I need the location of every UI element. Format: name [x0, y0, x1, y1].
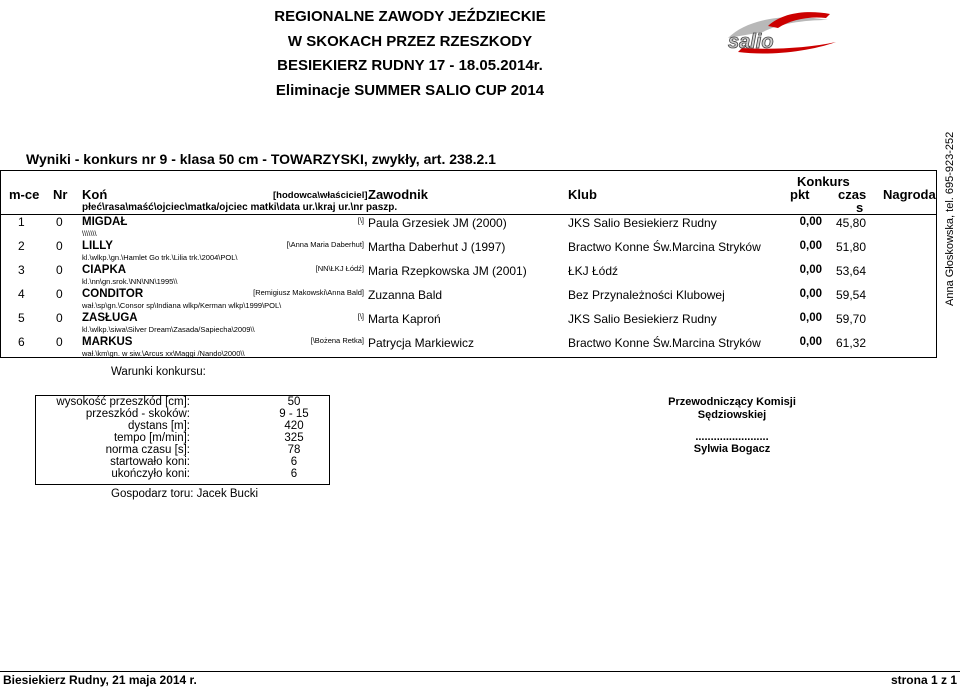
row-1-time: 45,80: [835, 216, 866, 230]
row-4-horse: CONDITOR: [82, 288, 144, 300]
row-6-time: 61,32: [835, 336, 866, 350]
event-title-line-1: REGIONALNE ZAWODY JEŹDZIECKIE: [274, 8, 546, 25]
row-5-club: JKS Salio Besiekierz Rudny: [568, 312, 717, 326]
row-2-time: 51,80: [835, 240, 866, 254]
param-value-distance: 420: [284, 420, 304, 432]
col-header-time-unit: s: [856, 200, 864, 215]
signature-line: ........................: [695, 431, 769, 443]
row-2-club: Bractwo Konne Św.Marcina Stryków: [568, 240, 761, 254]
salio-logo: [708, 8, 840, 60]
header-bottom-border: [0, 214, 937, 215]
row-4-rider: Zuzanna Bald: [368, 288, 443, 302]
param-value-finished: 6: [290, 468, 298, 480]
col-header-nr: Nr: [53, 187, 68, 202]
param-label-distance: dystans [m]:: [128, 420, 190, 432]
row-3-time: 53,64: [835, 264, 866, 278]
footer-date: Biesiekierz Rudny, 21 maja 2014 r.: [3, 673, 197, 687]
param-value-time-norm: 78: [287, 444, 301, 456]
row-1-horse: MIGDAŁ: [82, 216, 128, 228]
row-4-place: 4: [18, 287, 25, 301]
col-header-club: Klub: [568, 187, 597, 202]
event-title-line-4: Eliminacje SUMMER SALIO CUP 2014: [275, 82, 545, 99]
row-3-points: 0,00: [799, 264, 822, 276]
param-label-time-norm: norma czasu [s]:: [105, 444, 190, 456]
param-label-obstacles: przeszkód - skoków:: [85, 408, 190, 420]
row-4-details: wał.\sp\gn.\Consor sp\Indiana wlkp/Kerman wlkp\1999\POL\: [82, 301, 282, 310]
event-title-line-2: W SKOKACH PRZEZ RZESZKODY: [287, 33, 533, 50]
row-6-nr: 0: [56, 335, 63, 349]
row-2-nr: 0: [56, 239, 63, 253]
row-3-club: ŁKJ Łódź: [568, 264, 619, 278]
row-2-place: 2: [18, 239, 25, 253]
course-host: Gospodarz toru: Jacek Bucki: [111, 488, 259, 500]
row-3-nr: 0: [56, 263, 63, 277]
footer-page: strona 1 z 1: [890, 673, 957, 687]
row-1-rider: Paula Grzesiek JM (2000): [368, 216, 507, 230]
row-3-details: kl.\nn\gn.srok.\NN\NN\1995\\: [82, 277, 178, 286]
svg-text:salio: salio: [728, 31, 774, 53]
col-header-prize: Nagroda: [883, 187, 936, 202]
param-label-tempo: tempo [m/min]:: [113, 432, 190, 444]
row-5-time: 59,70: [835, 312, 866, 326]
col-header-points: pkt: [790, 187, 810, 202]
row-1-points: 0,00: [799, 216, 822, 228]
row-1-club: JKS Salio Besiekierz Rudny: [568, 216, 717, 230]
signature-title-1: Przewodniczący Komisji: [668, 396, 796, 408]
row-4-nr: 0: [56, 287, 63, 301]
param-value-height: 50: [287, 396, 301, 408]
row-3-place: 3: [18, 263, 25, 277]
results-subtitle: Wyniki - konkurs nr 9 - klasa 50 cm - TOWARZYSKI, zwykły, art. 238.2.1: [26, 151, 496, 167]
organizer-contact: Anna Głoskowska, tel. 695-923-252: [944, 131, 956, 306]
row-5-horse: ZASŁUGA: [82, 312, 138, 324]
row-1-owner: [\]: [357, 216, 364, 225]
row-1-details: \\\\\\\: [82, 229, 97, 238]
row-1-place: 1: [18, 215, 25, 229]
row-4-time: 59,54: [835, 288, 866, 302]
signature-title-2: Sędziowskiej: [697, 409, 767, 421]
table-top-border: [0, 170, 937, 171]
footer-divider: [0, 671, 960, 672]
row-4-owner: [Remigiusz Makowski\Anna Bald]: [253, 288, 364, 297]
col-header-horse: Koń: [82, 187, 108, 202]
row-2-owner: [\Anna Maria Daberhut]: [286, 240, 364, 249]
row-5-details: kl.\wlkp.\siwa\Silver Dream\Zasada/Sapiecha\2009\\: [82, 325, 255, 334]
param-label-height: wysokość przeszkód [cm]:: [56, 396, 190, 408]
row-1-nr: 0: [56, 215, 63, 229]
row-3-owner: [NN\ŁKJ Łódź]: [315, 264, 364, 273]
row-5-nr: 0: [56, 311, 63, 325]
table-right-border: [936, 170, 937, 358]
row-3-horse: CIAPKA: [82, 264, 127, 276]
table-left-border: [0, 170, 1, 358]
param-value-obstacles: 9 - 15: [279, 408, 309, 420]
event-title-line-3: BESIEKIERZ RUDNY 17 - 18.05.2014r.: [277, 57, 543, 74]
param-value-started: 6: [290, 456, 298, 468]
conditions-title: Warunki konkursu:: [111, 366, 206, 378]
row-4-points: 0,00: [799, 288, 822, 300]
row-6-owner: [\Bożena Retka]: [310, 336, 364, 345]
col-header-rider: Zawodnik: [368, 187, 428, 202]
row-2-points: 0,00: [799, 240, 822, 252]
row-5-points: 0,00: [799, 312, 822, 324]
judge-name: Sylwia Bogacz: [693, 443, 771, 455]
row-6-club: Bractwo Konne Św.Marcina Stryków: [568, 336, 761, 350]
row-6-details: wał.\km\gn. w siw.\Arcus xx\Maggi /Nando\2000\\: [82, 349, 245, 358]
param-label-started: startowało koni:: [110, 456, 190, 468]
row-2-rider: Martha Daberhut J (1997): [368, 240, 506, 254]
row-4-club: Bez Przynależności Klubowej: [568, 288, 725, 302]
row-2-details: kl.\wlkp.\gn.\Hamlet Go trk.\Lilia trk.\2004\POL\: [82, 253, 238, 262]
row-6-horse: MARKUS: [82, 336, 133, 348]
col-header-owner: [hodowca\właściciel]: [273, 190, 368, 201]
col-header-competition: Konkurs: [797, 174, 850, 189]
row-3-rider: Maria Rzepkowska JM (2001): [368, 264, 527, 278]
row-2-horse: LILLY: [82, 240, 113, 252]
col-header-time: czas: [838, 187, 867, 202]
col-header-horse-details: płeć\rasa\maść\ojciec\matka/ojciec matki\data ur.\kraj ur.\nr paszp.: [82, 202, 398, 213]
row-5-owner: [\]: [357, 312, 364, 321]
row-6-points: 0,00: [799, 336, 822, 348]
row-5-rider: Marta Kaproń: [368, 312, 441, 326]
row-6-rider: Patrycja Markiewicz: [368, 336, 475, 350]
param-value-tempo: 325: [284, 432, 304, 444]
param-label-finished: ukończyło koni:: [111, 468, 190, 480]
col-header-place: m-ce: [9, 187, 40, 202]
row-6-place: 6: [18, 335, 25, 349]
row-5-place: 5: [18, 311, 25, 325]
